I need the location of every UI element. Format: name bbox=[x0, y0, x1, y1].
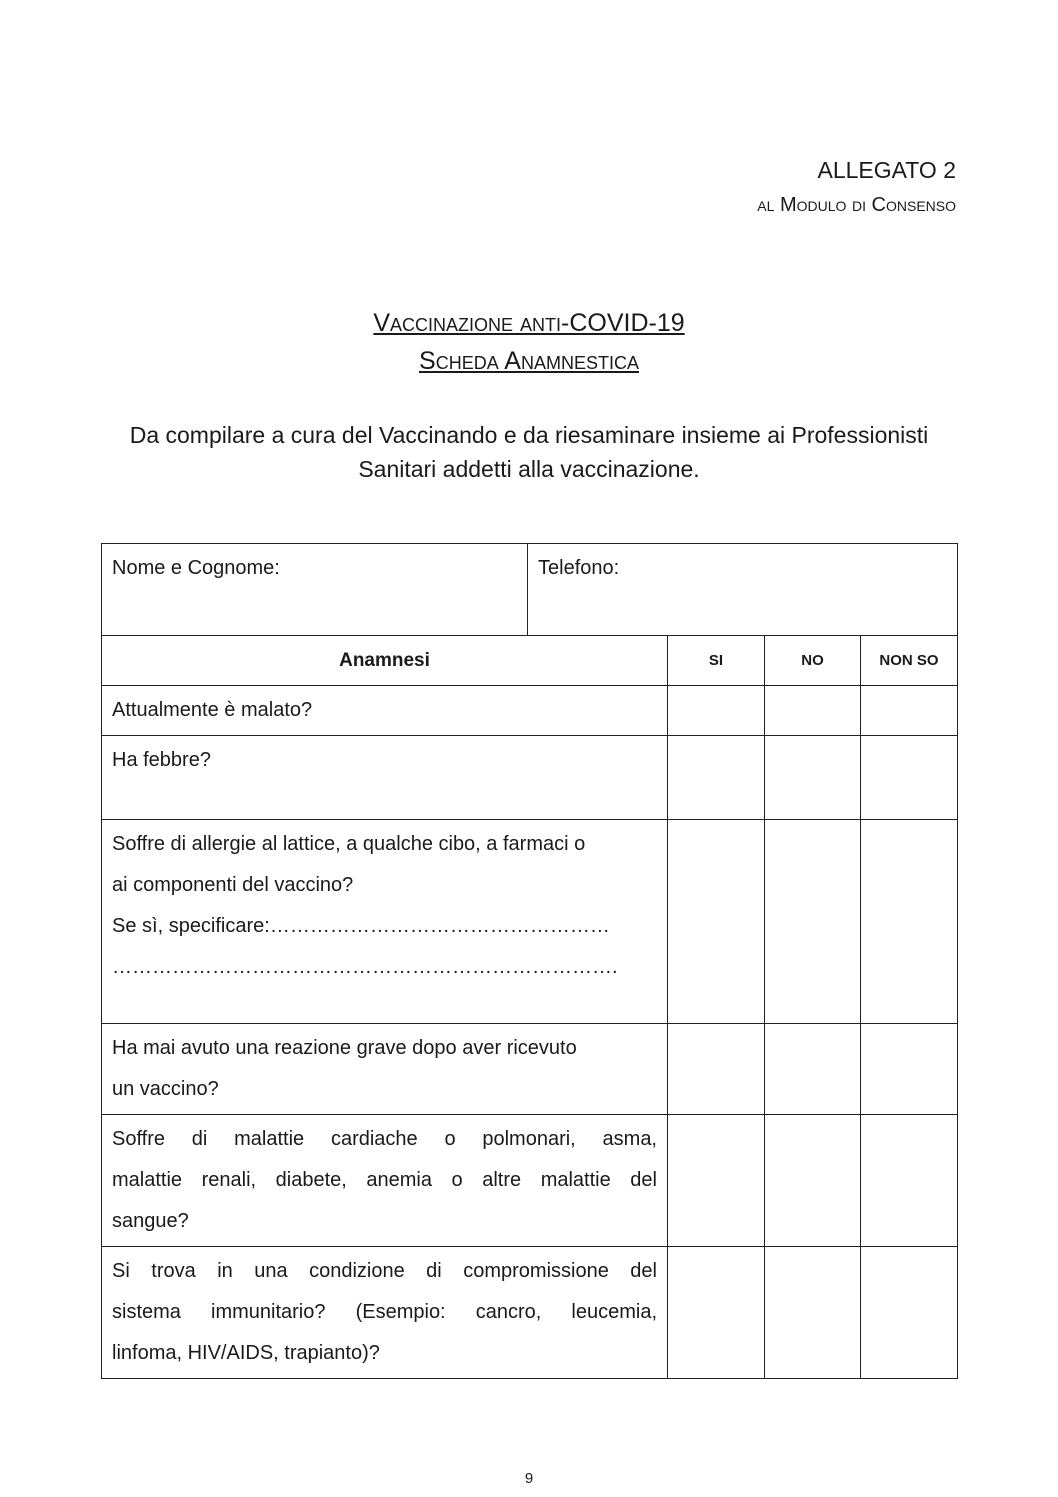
question-cell bbox=[102, 736, 668, 820]
question-line: Ha febbre? bbox=[112, 749, 211, 771]
answer-no-cell[interactable] bbox=[765, 686, 861, 736]
answer-si-cell[interactable] bbox=[668, 820, 765, 1024]
answer-nonso-cell[interactable] bbox=[861, 1024, 958, 1115]
question-line: sangue? bbox=[112, 1210, 189, 1232]
question-cell bbox=[102, 1247, 668, 1379]
col-si-header: SI bbox=[668, 636, 765, 686]
answer-si-cell[interactable] bbox=[668, 736, 765, 820]
answer-si-cell[interactable] bbox=[668, 686, 765, 736]
question-line: un vaccino? bbox=[112, 1078, 219, 1100]
table-row bbox=[102, 686, 958, 736]
answer-nonso-cell[interactable] bbox=[861, 820, 958, 1024]
title-line-2: Scheda Anamnestica bbox=[419, 347, 639, 375]
attachment-label: ALLEGATO 2 bbox=[817, 157, 956, 183]
question-line: Se sì, specificare:…………………………………………… bbox=[112, 915, 610, 937]
answer-no-cell[interactable] bbox=[765, 1247, 861, 1379]
answer-no-cell[interactable] bbox=[765, 1024, 861, 1115]
answer-nonso-cell[interactable] bbox=[861, 686, 958, 736]
question-line: Si trova in una condizione di compromissione del bbox=[112, 1260, 657, 1282]
table-row bbox=[102, 1247, 958, 1379]
table-row bbox=[102, 820, 958, 1024]
answer-no-cell[interactable] bbox=[765, 1115, 861, 1247]
name-label: Nome e Cognome: bbox=[112, 557, 280, 579]
answer-nonso-cell[interactable] bbox=[861, 1115, 958, 1247]
answer-nonso-cell[interactable] bbox=[861, 1247, 958, 1379]
attachment-header bbox=[757, 155, 956, 219]
name-field[interactable] bbox=[102, 544, 528, 636]
question-line: Attualmente è malato? bbox=[112, 699, 313, 721]
answer-si-cell[interactable] bbox=[668, 1115, 765, 1247]
answer-si-cell[interactable] bbox=[668, 1024, 765, 1115]
question-cell bbox=[102, 1115, 668, 1247]
question-line: Soffre di allergie al lattice, a qualche cibo, a farmaci o bbox=[112, 833, 586, 855]
title-line-1: Vaccinazione anti-COVID-19 bbox=[373, 309, 685, 337]
answer-nonso-cell[interactable] bbox=[861, 736, 958, 820]
table-row bbox=[102, 736, 958, 820]
answer-no-cell[interactable] bbox=[765, 820, 861, 1024]
col-nonso-header: NON SO bbox=[861, 636, 958, 686]
col-no-header: NO bbox=[765, 636, 861, 686]
phone-field[interactable] bbox=[528, 544, 958, 636]
table-row bbox=[102, 1115, 958, 1247]
question-line: …………………………………………………………………. bbox=[112, 956, 618, 978]
question-cell bbox=[102, 686, 668, 736]
question-line: Soffre di malattie cardiache o polmonari, asma, bbox=[112, 1128, 657, 1150]
question-line: malattie renali, diabete, anemia o altre malattie del bbox=[112, 1169, 657, 1191]
table-row bbox=[102, 1024, 958, 1115]
anamnesis-table bbox=[101, 543, 958, 1379]
col-anamnesi-header: Anamnesi bbox=[102, 636, 668, 686]
question-cell bbox=[102, 1024, 668, 1115]
question-line: sistema immunitario? (Esempio: cancro, leucemia, bbox=[112, 1301, 657, 1323]
question-cell bbox=[102, 820, 668, 1024]
attachment-sublabel: al Modulo di Consenso bbox=[757, 194, 956, 216]
question-line: linfoma, HIV/AIDS, trapianto)? bbox=[112, 1342, 380, 1364]
question-line: Ha mai avuto una reazione grave dopo aver ricevuto bbox=[112, 1037, 577, 1059]
page-number: 9 bbox=[524, 1470, 534, 1487]
intro-text: Da compilare a cura del Vaccinando e da riesaminare insieme ai Professionisti Sanitari addetti alla vaccinazione. bbox=[129, 422, 929, 482]
answer-no-cell[interactable] bbox=[765, 736, 861, 820]
question-rows bbox=[102, 686, 958, 1379]
question-line: ai componenti del vaccino? bbox=[112, 874, 354, 896]
document-title bbox=[0, 305, 1058, 379]
answer-si-cell[interactable] bbox=[668, 1247, 765, 1379]
phone-label: Telefono: bbox=[538, 557, 620, 579]
